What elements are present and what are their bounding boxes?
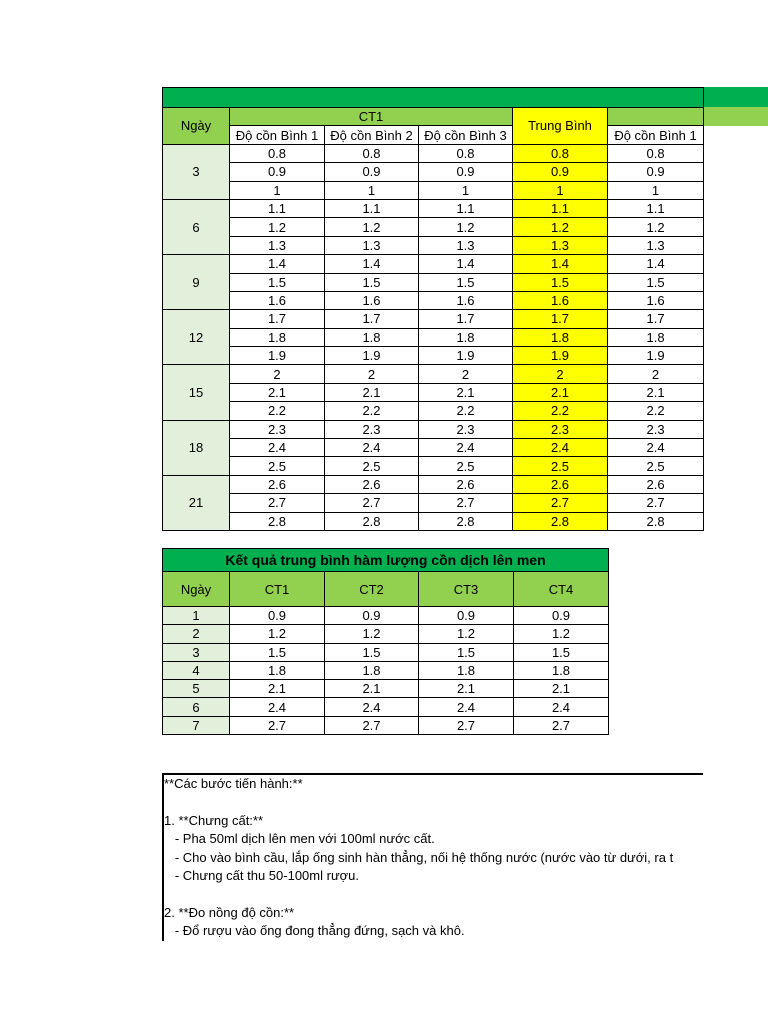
value-cell[interactable]: 1.3: [230, 236, 325, 254]
table-row: [163, 643, 609, 661]
value-cell[interactable]: 2.5: [230, 457, 325, 475]
results-header-day[interactable]: Ngày: [163, 572, 230, 607]
average-results-body: [163, 549, 609, 735]
value-cell[interactable]: 2.8: [419, 512, 513, 530]
value-cell[interactable]: 0.9: [419, 607, 514, 625]
value-cell[interactable]: 2.1: [230, 383, 325, 401]
banner-cell: [163, 88, 704, 108]
average-cell[interactable]: 2.1: [513, 383, 608, 401]
day-cell[interactable]: 3: [163, 144, 230, 199]
value-cell[interactable]: 2.2: [419, 402, 513, 420]
average-cell[interactable]: 2.2: [513, 402, 608, 420]
value-cell[interactable]: 2.4: [608, 439, 704, 457]
value-cell[interactable]: 1.8: [230, 661, 325, 679]
average-cell[interactable]: 1.7: [513, 310, 608, 328]
value-cell[interactable]: 1.8: [230, 328, 325, 346]
results-header-ct4[interactable]: CT4: [514, 572, 609, 607]
value-cell[interactable]: 2: [608, 365, 704, 383]
table-row: [163, 661, 609, 679]
value-cell[interactable]: 1.6: [325, 291, 419, 309]
value-cell[interactable]: 2.4: [419, 698, 514, 716]
value-cell[interactable]: 1.2: [419, 218, 513, 236]
value-cell[interactable]: 1.7: [419, 310, 513, 328]
value-cell[interactable]: 1.5: [325, 643, 419, 661]
results-header-ct3[interactable]: CT3: [419, 572, 514, 607]
value-cell[interactable]: 1.9: [325, 347, 419, 365]
day-cell[interactable]: 18: [163, 420, 230, 475]
value-cell[interactable]: 0.8: [230, 144, 325, 162]
value-cell[interactable]: 2.6: [608, 475, 704, 493]
value-cell[interactable]: 0.9: [230, 163, 325, 181]
value-cell[interactable]: 1.5: [608, 273, 704, 291]
table-row: [163, 163, 704, 181]
value-cell[interactable]: 2.8: [230, 512, 325, 530]
table-row: [163, 328, 704, 346]
average-cell[interactable]: 1.8: [513, 328, 608, 346]
value-cell[interactable]: 1.6: [608, 291, 704, 309]
table-row: [163, 607, 609, 625]
table-row: [163, 273, 704, 291]
average-cell[interactable]: 2.8: [513, 512, 608, 530]
value-cell[interactable]: 0.8: [608, 144, 704, 162]
value-cell[interactable]: 2.2: [230, 402, 325, 420]
value-cell[interactable]: 0.9: [325, 163, 419, 181]
value-cell[interactable]: 2.8: [325, 512, 419, 530]
day-cell[interactable]: 5: [163, 680, 230, 698]
note-line: - Cho vào bình cầu, lắp ống sinh hàn thẳng, nối hệ thống nước (nước vào từ dưới, ra t: [164, 849, 674, 865]
value-cell[interactable]: 1.1: [230, 199, 325, 217]
table-row: [163, 680, 609, 698]
value-cell[interactable]: 1.5: [230, 273, 325, 291]
results-header-ct2[interactable]: CT2: [325, 572, 419, 607]
value-cell[interactable]: 2.8: [608, 512, 704, 530]
value-cell[interactable]: 2.1: [419, 680, 514, 698]
day-cell[interactable]: 3: [163, 643, 230, 661]
value-cell[interactable]: 1.9: [608, 347, 704, 365]
day-cell[interactable]: 12: [163, 310, 230, 365]
day-cell[interactable]: 21: [163, 475, 230, 530]
value-cell[interactable]: 2.4: [230, 439, 325, 457]
value-cell[interactable]: 2.7: [230, 716, 325, 734]
average-cell[interactable]: 1.3: [513, 236, 608, 254]
value-cell[interactable]: 1.3: [419, 236, 513, 254]
day-cell[interactable]: 6: [163, 199, 230, 254]
col-header-binh-3[interactable]: Độ cồn Bình 3: [419, 126, 513, 144]
value-cell[interactable]: 0.9: [514, 607, 609, 625]
value-cell[interactable]: 1.1: [419, 199, 513, 217]
table-row: [163, 365, 704, 383]
table-row: [163, 255, 704, 273]
table-row: [163, 236, 704, 254]
value-cell[interactable]: 1.5: [325, 273, 419, 291]
value-cell[interactable]: 2.4: [325, 698, 419, 716]
value-cell[interactable]: 0.8: [325, 144, 419, 162]
value-cell[interactable]: 1.1: [325, 199, 419, 217]
header-band-extension: [703, 87, 768, 107]
value-cell[interactable]: 2.1: [325, 680, 419, 698]
average-results-table: [162, 548, 609, 735]
table-row: [163, 457, 704, 475]
value-cell[interactable]: 1.8: [325, 328, 419, 346]
average-cell[interactable]: 1.9: [513, 347, 608, 365]
value-cell[interactable]: 2.7: [419, 716, 514, 734]
table-row: [163, 199, 704, 217]
table-row: [163, 494, 704, 512]
value-cell[interactable]: 2.7: [514, 716, 609, 734]
value-cell[interactable]: 2.7: [419, 494, 513, 512]
average-cell[interactable]: 1.2: [513, 218, 608, 236]
table-row: [163, 347, 704, 365]
average-header[interactable]: Trung Bình: [513, 108, 608, 145]
table-row: [163, 402, 704, 420]
value-cell[interactable]: 1.7: [325, 310, 419, 328]
note-line: [164, 885, 703, 903]
value-cell[interactable]: 2: [230, 365, 325, 383]
value-cell[interactable]: 2: [325, 365, 419, 383]
value-cell[interactable]: 1.5: [230, 643, 325, 661]
results-header-ct1[interactable]: CT1: [230, 572, 325, 607]
average-cell[interactable]: 1.1: [513, 199, 608, 217]
value-cell[interactable]: 0.9: [608, 163, 704, 181]
day-cell[interactable]: 2: [163, 625, 230, 643]
value-cell[interactable]: 2.1: [514, 680, 609, 698]
value-cell[interactable]: 2.6: [230, 475, 325, 493]
day-header[interactable]: Ngày: [163, 108, 230, 145]
value-cell[interactable]: 1.2: [230, 625, 325, 643]
results-title[interactable]: Kết quả trung bình hàm lượng cồn dịch lên men: [163, 549, 609, 572]
table-banner-row: [163, 88, 704, 108]
average-cell[interactable]: 2.5: [513, 457, 608, 475]
table-row: [163, 144, 704, 162]
average-cell[interactable]: 1.6: [513, 291, 608, 309]
value-cell[interactable]: 1.5: [419, 273, 513, 291]
value-cell[interactable]: 1.2: [325, 218, 419, 236]
procedure-notes[interactable]: [162, 773, 703, 941]
table-row: [163, 310, 704, 328]
value-cell[interactable]: 2.5: [608, 457, 704, 475]
note-line: **Các bước tiến hành:**: [164, 776, 303, 791]
value-cell[interactable]: 1.8: [608, 328, 704, 346]
col-header-binh-1[interactable]: Độ cồn Bình 1: [230, 126, 325, 144]
average-cell[interactable]: 2: [513, 365, 608, 383]
day-cell[interactable]: 15: [163, 365, 230, 420]
value-cell[interactable]: 1.5: [514, 643, 609, 661]
value-cell[interactable]: 2.4: [514, 698, 609, 716]
value-cell[interactable]: 2.3: [230, 420, 325, 438]
table-row: [163, 383, 704, 401]
value-cell[interactable]: 1.4: [325, 255, 419, 273]
note-line: 2. **Đo nồng độ cồn:**: [164, 904, 295, 920]
value-cell[interactable]: 2.2: [325, 402, 419, 420]
group-header-ct1[interactable]: CT1: [230, 108, 513, 126]
value-cell[interactable]: 2.1: [325, 383, 419, 401]
value-cell[interactable]: 1.8: [514, 661, 609, 679]
value-cell[interactable]: 1.8: [419, 661, 514, 679]
value-cell[interactable]: 1.2: [325, 625, 419, 643]
value-cell[interactable]: 1: [325, 181, 419, 199]
day-cell[interactable]: 6: [163, 698, 230, 716]
average-cell[interactable]: 2.4: [513, 439, 608, 457]
value-cell[interactable]: 1.3: [325, 236, 419, 254]
value-cell[interactable]: 0.9: [325, 607, 419, 625]
average-cell[interactable]: 2.6: [513, 475, 608, 493]
results-header-row: [163, 572, 609, 607]
value-cell[interactable]: 2.1: [230, 680, 325, 698]
alcohol-measurement-table: [162, 87, 704, 531]
table-row: [163, 698, 609, 716]
value-cell[interactable]: 2.5: [325, 457, 419, 475]
day-cell[interactable]: 1: [163, 607, 230, 625]
value-cell[interactable]: 2.3: [419, 420, 513, 438]
group-header-next[interactable]: [608, 108, 704, 126]
value-cell[interactable]: 1.6: [419, 291, 513, 309]
value-cell[interactable]: 0.8: [419, 144, 513, 162]
value-cell[interactable]: 2.1: [608, 383, 704, 401]
value-cell[interactable]: 0.9: [230, 607, 325, 625]
note-line: - Đổ rượu vào ống đong thẳng đứng, sạch và khô.: [164, 923, 465, 939]
value-cell[interactable]: 1.7: [608, 310, 704, 328]
table-row: [163, 512, 704, 530]
value-cell[interactable]: 1.2: [419, 625, 514, 643]
value-cell[interactable]: 2.4: [419, 439, 513, 457]
day-cell[interactable]: 4: [163, 661, 230, 679]
value-cell[interactable]: 1.2: [514, 625, 609, 643]
value-cell[interactable]: 1: [608, 181, 704, 199]
value-cell[interactable]: 1.3: [608, 236, 704, 254]
average-cell[interactable]: 2.7: [513, 494, 608, 512]
title-row: [163, 549, 609, 572]
header-row-2: [163, 126, 704, 144]
table-row: [163, 439, 704, 457]
value-cell[interactable]: 1: [230, 181, 325, 199]
value-cell[interactable]: 2.3: [325, 420, 419, 438]
value-cell[interactable]: 2: [419, 365, 513, 383]
table-row: [163, 291, 704, 309]
average-cell[interactable]: 0.9: [513, 163, 608, 181]
value-cell[interactable]: 1.7: [230, 310, 325, 328]
value-cell[interactable]: 2.4: [325, 439, 419, 457]
day-cell[interactable]: 7: [163, 716, 230, 734]
value-cell[interactable]: 2.7: [230, 494, 325, 512]
value-cell[interactable]: 1.2: [230, 218, 325, 236]
table-row: [163, 420, 704, 438]
value-cell[interactable]: 1.4: [608, 255, 704, 273]
value-cell[interactable]: 1.8: [419, 328, 513, 346]
note-line: [164, 793, 703, 811]
table-row: [163, 716, 609, 734]
value-cell[interactable]: 1.4: [419, 255, 513, 273]
header-band-extension-light: [703, 107, 768, 126]
table-row: [163, 218, 704, 236]
value-cell[interactable]: 1.9: [419, 347, 513, 365]
note-line: - Pha 50ml dịch lên men với 100ml nước cất.: [164, 831, 435, 847]
average-cell[interactable]: 2.3: [513, 420, 608, 438]
table-row: [163, 475, 704, 493]
value-cell[interactable]: 2.6: [325, 475, 419, 493]
value-cell[interactable]: 2.3: [608, 420, 704, 438]
note-line: 1. **Chưng cất:**: [164, 812, 264, 828]
value-cell[interactable]: 0.9: [419, 163, 513, 181]
average-cell[interactable]: 0.8: [513, 144, 608, 162]
average-cell[interactable]: 1.5: [513, 273, 608, 291]
value-cell[interactable]: 2.6: [419, 475, 513, 493]
value-cell[interactable]: 1.9: [230, 347, 325, 365]
day-cell[interactable]: 9: [163, 255, 230, 310]
value-cell[interactable]: 1.6: [230, 291, 325, 309]
value-cell[interactable]: 2.7: [325, 716, 419, 734]
table-row: [163, 181, 704, 199]
average-cell[interactable]: 1: [513, 181, 608, 199]
value-cell[interactable]: 1.2: [608, 218, 704, 236]
header-row-1: [163, 108, 704, 126]
value-cell[interactable]: 1.8: [325, 661, 419, 679]
value-cell[interactable]: 1.5: [419, 643, 514, 661]
col-header-extra-binh-1[interactable]: Độ cồn Bình 1: [608, 126, 704, 144]
value-cell[interactable]: 2.5: [419, 457, 513, 475]
table-row: [163, 625, 609, 643]
note-line: - Chưng cất thu 50-100ml rượu.: [164, 867, 360, 883]
value-cell[interactable]: 1: [419, 181, 513, 199]
value-cell[interactable]: 2.7: [325, 494, 419, 512]
average-cell[interactable]: 1.4: [513, 255, 608, 273]
value-cell[interactable]: 1.4: [230, 255, 325, 273]
value-cell[interactable]: 2.4: [230, 698, 325, 716]
value-cell[interactable]: 2.1: [419, 383, 513, 401]
value-cell[interactable]: 2.2: [608, 402, 704, 420]
value-cell[interactable]: 2.7: [608, 494, 704, 512]
alcohol-measurement-body: [163, 88, 704, 531]
col-header-binh-2[interactable]: Độ cồn Bình 2: [325, 126, 419, 144]
value-cell[interactable]: 1.1: [608, 199, 704, 217]
